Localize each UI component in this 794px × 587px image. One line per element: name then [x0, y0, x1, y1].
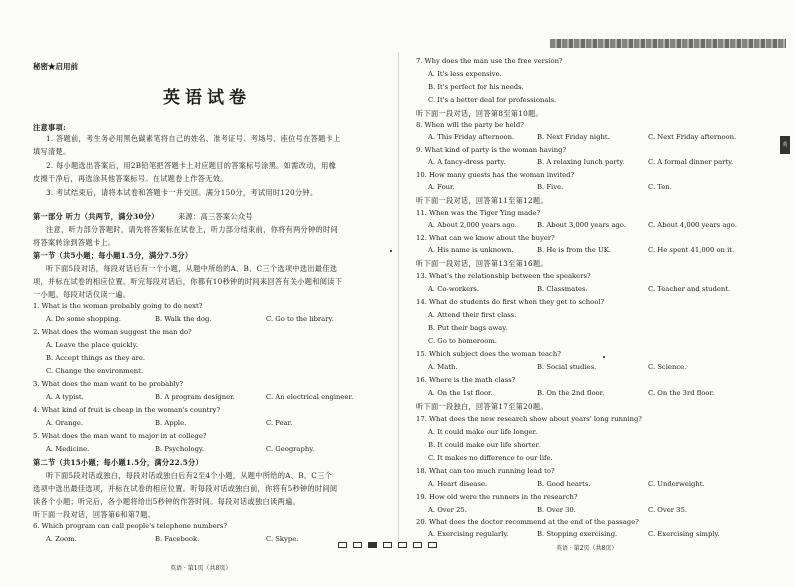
option-c: C. On the 3rd floor. — [648, 389, 715, 397]
option-b: B. A relaxing lunch party. — [537, 158, 625, 166]
option-a: A. About 2,000 years ago. — [428, 221, 517, 229]
question-stem: 17. What does the new research show about years' long running? — [416, 415, 642, 423]
part2-intro: 选项中选出最佳选项，并标在试卷的相应位置。听每段对话或独白前，你将有5秒钟的时间阅 — [33, 484, 338, 493]
option-a: A. Four. — [428, 183, 455, 191]
option-c: C. Teacher and student. — [648, 285, 731, 293]
question-stem: 15. Which subject does the woman teach? — [416, 350, 561, 358]
option-a: A. It could make our life longer. — [428, 428, 538, 436]
option-a: A. Zoom. — [46, 535, 77, 543]
option-b: B. Walk the dog. — [155, 315, 212, 323]
option-b: B. Next Friday night. — [537, 133, 610, 141]
option-b: B. It's perfect for his needs. — [428, 83, 524, 91]
question-stem: 3. What does the man want to be probably? — [33, 380, 184, 388]
option-b: B. Accept things as they are. — [46, 354, 146, 362]
option-c: C. Change the environment. — [46, 367, 143, 375]
option-c: C. Go to homeroom. — [428, 337, 497, 345]
option-a: A. It's less expensive. — [428, 70, 502, 78]
part2-intro: 读各个小题；听完后，各小题将给出5秒钟的作答时间。每段对话或独白读两遍。 — [33, 497, 300, 506]
question-stem: 16. Where is the math class? — [416, 376, 516, 384]
header-banner — [550, 39, 786, 48]
secret-label: 秘密★启用前 — [33, 62, 78, 71]
option-b: B. Facebook. — [155, 535, 200, 543]
option-b: B. Stopping exercising. — [537, 530, 618, 538]
page-indicator — [338, 542, 462, 550]
page-dot — [383, 542, 392, 548]
notes-line: 皮擦干净后，再选涂其他答案标号。在试题卷上作答无效。 — [33, 174, 228, 183]
option-a: A. Orange. — [46, 419, 84, 427]
option-a: A. Math. — [428, 363, 458, 371]
option-b: B. Over 30. — [537, 506, 576, 514]
question-stem: 12. What can we know about the buyer? — [416, 234, 555, 242]
instruction: 听下面一段对话，回答第8至第10题。 — [416, 109, 543, 118]
option-c: C. Go to the library. — [266, 315, 334, 323]
option-b: B. Psychology. — [155, 445, 205, 453]
question-stem: 19. How old were the runners in the research? — [416, 493, 578, 501]
q6-instruction: 听下面一段对话，回答第6和第7题。 — [33, 510, 156, 519]
page-dot-active — [368, 542, 377, 548]
option-c: C. Underweight. — [648, 480, 705, 488]
option-b: B. Social studies. — [537, 363, 597, 371]
option-c: C. Science. — [648, 363, 687, 371]
option-c: C. Geography. — [266, 445, 315, 453]
option-b: B. Apple. — [155, 419, 187, 427]
option-c: C. Skype. — [266, 535, 299, 543]
part2-intro: 听下面5段对话或独白，每段对话或独白后有2至4个小题，从题中所给的A、B、C三个 — [46, 471, 333, 480]
question-stem: 8. When will the party be held? — [416, 121, 524, 129]
option-c: C. He spent 41,000 on it. — [648, 246, 735, 254]
question-stem: 4. What kind of fruit is cheap in the woman's country? — [33, 406, 221, 414]
part2-heading: 第二节（共15小题；每小题1.5分，满分22.5分） — [33, 458, 204, 467]
option-b: B. He is from the UK. — [537, 246, 611, 254]
page-title: 英语试卷 — [163, 88, 251, 108]
question-stem: 2. What does the woman suggest the man do? — [33, 328, 192, 336]
question-stem: 18. What can too much running lead to? — [416, 467, 555, 475]
option-a: A. Exercising regularly. — [428, 530, 509, 538]
option-b: B. About 3,000 years ago. — [537, 221, 626, 229]
option-a: A. Attend their first class. — [428, 311, 517, 319]
option-a: A. Co-workers. — [428, 285, 480, 293]
notes-line: 填写清楚。 — [33, 147, 71, 156]
question-stem: 10. How many guests has the woman invited? — [416, 171, 575, 179]
page-footer-left: 英语 · 第1页（共8页） — [170, 565, 232, 572]
page-dot — [413, 542, 422, 548]
instruction: 听下面一段对话，回答第13至第16题。 — [416, 259, 548, 268]
scan-speck — [390, 250, 392, 252]
side-tab: 英 — [780, 136, 790, 154]
option-b: B. Good hearts. — [537, 480, 591, 488]
question-stem: 1. What is the woman probably going to do next? — [33, 302, 203, 310]
notes-line: 3. 考试结束后，请将本试卷和答题卡一并交回。满分150分，考试用时120分钟。 — [46, 188, 318, 197]
notes-line: 2. 每小题选出答案后，用2B铅笔把答题卡上对应题目的答案标号涂黑。如需改动，用橡 — [46, 161, 337, 170]
instruction: 听下面一段独白，回答第17至第20题。 — [416, 402, 548, 411]
question-stem: 11. When was the Tiger Ying made? — [416, 209, 541, 217]
option-c: C. It's a better deal for professionals. — [428, 96, 557, 104]
section1-intro: 注意，听力部分答题时，请先将答案标在试卷上，听力部分结束前，你将有两分钟的时间 — [46, 225, 339, 234]
option-a: A. His name is unknown. — [428, 246, 514, 254]
page-dot — [338, 542, 347, 548]
option-c: C. About 4,000 years ago. — [648, 221, 737, 229]
option-a: A. A typist. — [46, 393, 84, 401]
column-divider — [398, 52, 399, 542]
page-dot — [398, 542, 407, 548]
page-dot — [428, 542, 437, 548]
option-b: B. It could make our life shorter. — [428, 441, 541, 449]
section1-source: 来源：高三答案公众号 — [178, 212, 253, 221]
section1-intro: 将答案转涂到答题卡上。 — [33, 238, 116, 247]
notes-heading: 注意事项: — [33, 123, 66, 132]
part1-intro: 听下面5段对话，每段对话后有一个小题，从题中所给的A、B、C三个选项中选出最佳选 — [46, 264, 338, 273]
option-b: B. Five. — [537, 183, 564, 191]
notes-line: 1. 答题前，考生务必用黑色碳素笔将自己的姓名、准考证号、考场号、座位号在答题卡上 — [46, 134, 341, 143]
section1-heading: 第一部分 听力（共两节，满分30分） — [33, 212, 159, 221]
question-stem: 5. What does the man want to major in at college? — [33, 432, 207, 440]
part1-heading: 第一节（共5小题；每小题1.5分，满分7.5分） — [33, 251, 193, 260]
option-c: C. Pear. — [266, 419, 293, 427]
option-a: A. On the 1st floor. — [428, 389, 493, 397]
option-a: A. Leave the place quickly. — [46, 341, 138, 349]
scan-speck — [603, 356, 605, 358]
question-stem: 20. What does the doctor recommend at the end of the passage? — [416, 518, 639, 526]
option-c: C. Ten. — [648, 183, 672, 191]
option-b: B. Put their bags away. — [428, 324, 508, 332]
option-a: A. Do some shopping. — [46, 315, 121, 323]
part1-intro: 项，并标在试卷的相应位置。听完每段对话后，你都有10秒钟的时间来回答有关小题和阅读下 — [33, 277, 343, 286]
option-c: C. A formal dinner party. — [648, 158, 734, 166]
question-stem: 9. What kind of party is the woman having? — [416, 146, 567, 154]
option-c: C. An electrical engineer. — [266, 393, 354, 401]
part1-intro: 一小题。每段对话仅读一遍。 — [33, 290, 131, 299]
question-stem: 7. Why does the man use the free version? — [416, 57, 563, 65]
page-dot — [353, 542, 362, 548]
option-c: C. It makes no difference to our life. — [428, 454, 553, 462]
option-a: A. A fancy-dress party. — [428, 158, 506, 166]
option-a: A. This Friday afternoon. — [428, 133, 515, 141]
option-a: A. Medicine. — [46, 445, 90, 453]
page-footer-right: 英语 · 第2页（共8页） — [556, 545, 618, 552]
option-b: B. A program designer. — [155, 393, 235, 401]
option-b: B. Classmates. — [537, 285, 588, 293]
option-c: C. Over 35. — [648, 506, 687, 514]
option-a: A. Heart disease. — [428, 480, 488, 488]
question-stem: 14. What do students do first when they get to school? — [416, 298, 605, 306]
question-stem: 13. What's the relationship between the speakers? — [416, 272, 591, 280]
option-a: A. Over 25. — [428, 506, 467, 514]
question-stem: 6. Which program can call people's telephone numbers? — [33, 522, 228, 530]
option-c: C. Exercising simply. — [648, 530, 720, 538]
option-b: B. On the 2nd floor. — [537, 389, 605, 397]
instruction: 听下面一段对话，回答第11至第12题。 — [416, 196, 548, 205]
option-c: C. Next Friday afternoon. — [648, 133, 737, 141]
